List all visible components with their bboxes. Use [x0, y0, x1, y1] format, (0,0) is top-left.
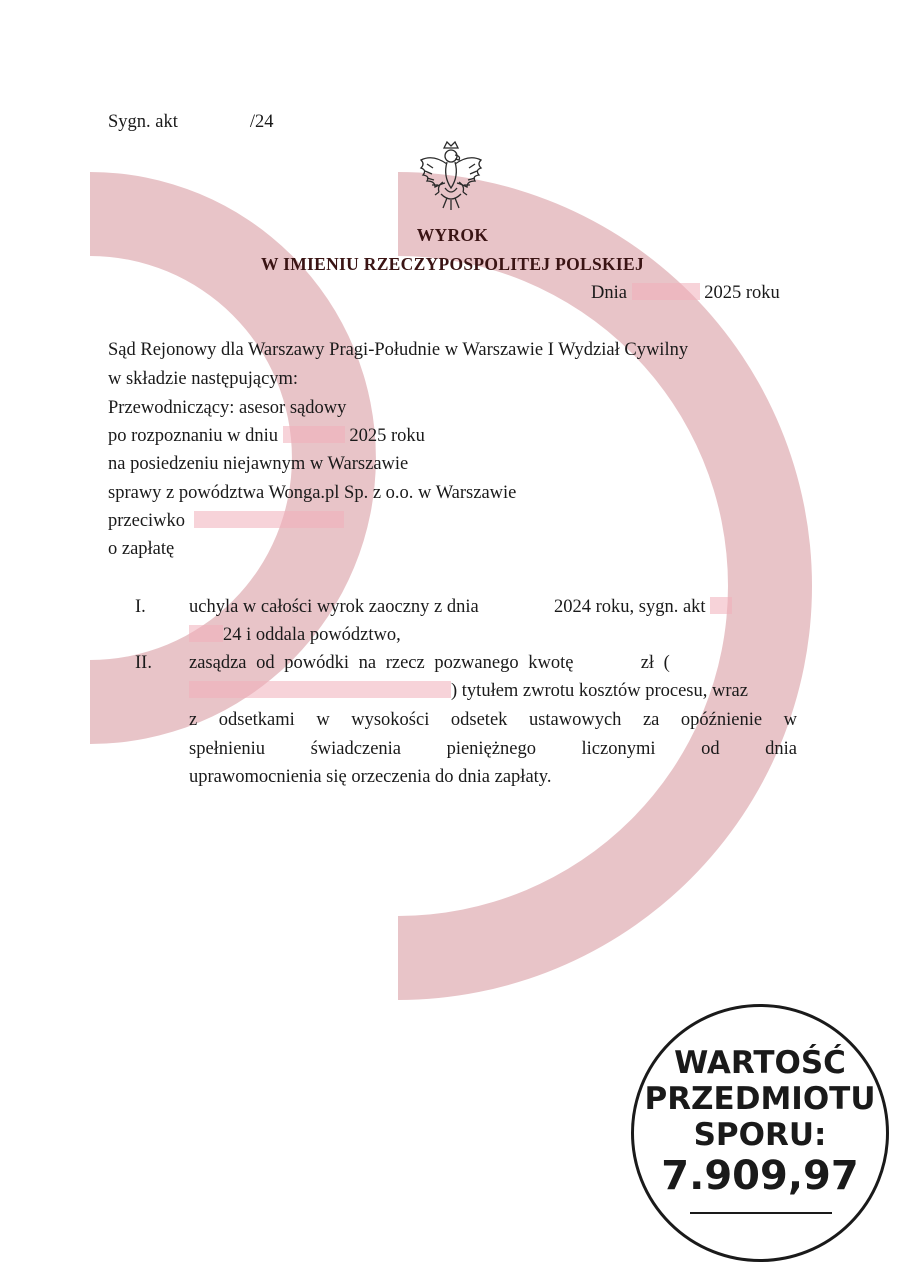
composition-line: w składzie następującym:	[108, 369, 299, 389]
case-signature	[108, 111, 274, 133]
point-2-line-3: z odsetkami w wysokości odsetek ustawowych za opóźnienie w	[189, 710, 797, 730]
court-line: Sąd Rejonowy dla Warszawy Pragi-Południe w Warszawie I Wydział Cywilny	[108, 340, 689, 360]
date-suffix: 2025 roku	[704, 283, 780, 303]
point-1-line-2: 24 i oddala powództwo,	[189, 624, 401, 646]
redaction	[710, 597, 732, 614]
point-2-line-5: uprawomocnienia się orzeczenia do dnia zapłaty.	[189, 767, 552, 787]
stamp-line-1: WARTOŚĆ	[674, 1045, 846, 1081]
subject-line: o zapłatę	[108, 539, 175, 559]
redaction	[632, 283, 700, 300]
claimant-line: sprawy z powództwa Wonga.pl Sp. z o.o. w Warszawie	[108, 483, 517, 503]
case-signature-suffix: /24	[249, 112, 274, 132]
stamp-line-3: SPORU:	[693, 1117, 827, 1153]
hearing-date-line	[108, 425, 425, 447]
judgment-date	[591, 282, 780, 304]
presiding-judge-line: Przewodniczący: asesor sądowy	[108, 398, 347, 418]
defendant-line	[108, 510, 344, 532]
point-2-line-2: ) tytułem zwrotu kosztów procesu, wraz	[189, 680, 748, 702]
point-number: I.	[135, 597, 146, 617]
date-prefix: Dnia	[591, 283, 627, 303]
stamp-underline	[690, 1212, 832, 1214]
redaction	[194, 511, 344, 528]
point-2-line-1: zasądza od powódki na rzecz pozwanego kwotę zł (	[189, 653, 670, 673]
redaction	[189, 625, 223, 642]
dispute-value-stamp	[631, 1004, 889, 1262]
point-number: II.	[135, 653, 152, 673]
redaction	[189, 681, 451, 698]
eagle-emblem-icon	[417, 138, 485, 212]
judgment-subtitle: W IMIENIU RZECZYPOSPOLITEJ POLSKIEJ	[260, 254, 645, 274]
case-signature-prefix: Sygn. akt	[108, 112, 178, 132]
point-2-line-4: spełnieniu świadczenia pieniężnego liczonymi od dnia	[189, 739, 797, 759]
defendant-prefix: przeciwko	[108, 511, 186, 531]
stamp-value: 7.909,97	[661, 1153, 859, 1199]
hearing-date-prefix: po rozpoznaniu w dniu	[108, 426, 279, 446]
point-1-line-1: uchyla w całości wyrok zaoczny z dnia 2024 roku, sygn. akt	[189, 596, 732, 618]
session-line: na posiedzeniu niejawnym w Warszawie	[108, 454, 409, 474]
hearing-date-suffix: 2025 roku	[349, 426, 425, 446]
redaction	[283, 426, 345, 443]
stamp-line-2: PRZEDMIOTU	[644, 1081, 876, 1117]
judgment-title: WYROK	[416, 225, 489, 245]
